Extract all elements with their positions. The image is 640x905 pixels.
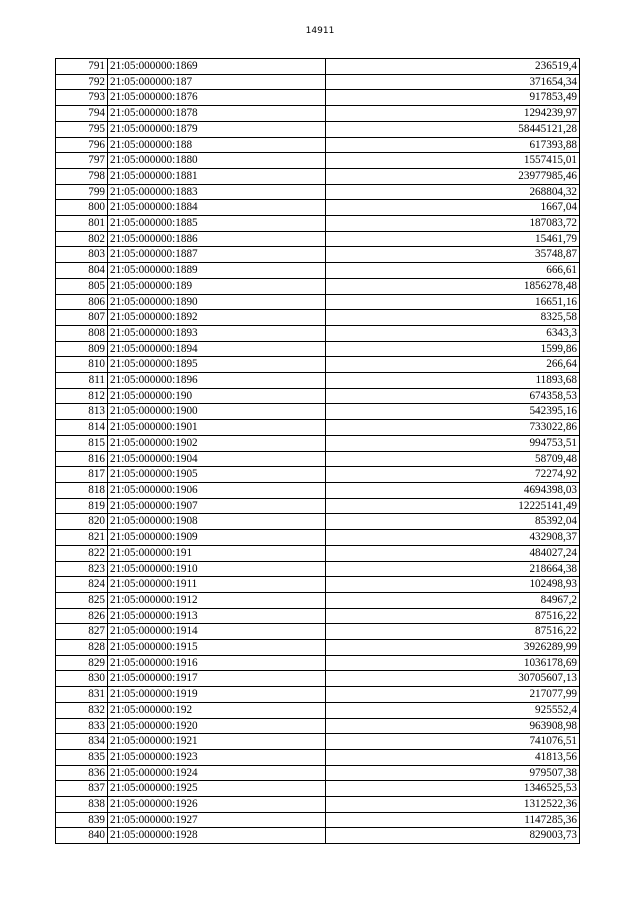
cadastral-value-cell: 674358,53 [326,388,580,404]
row-number-cell: 812 [56,388,108,404]
row-number-cell: 818 [56,482,108,498]
cadastral-number-cell: 21:05:000000:1919 [108,687,326,703]
table-row [56,812,580,828]
cadastral-number-cell: 21:05:000000:1912 [108,592,326,608]
cadastral-value-cell: 16651,16 [326,294,580,310]
table-row [56,671,580,687]
table-row [56,90,580,106]
cadastral-number-cell: 21:05:000000:1906 [108,482,326,498]
cadastral-number-cell: 21:05:000000:1884 [108,200,326,216]
cadastral-number-cell: 21:05:000000:1907 [108,498,326,514]
table-row [56,687,580,703]
cadastral-number-cell: 21:05:000000:1890 [108,294,326,310]
table-row [56,828,580,844]
row-number-cell: 797 [56,153,108,169]
cadastral-value-cell: 11893,68 [326,373,580,389]
cadastral-value-cell: 1036178,69 [326,655,580,671]
cadastral-value-cell: 432908,37 [326,530,580,546]
table-row [56,106,580,122]
table-row [56,121,580,137]
row-number-cell: 839 [56,812,108,828]
row-number-cell: 827 [56,624,108,640]
row-number-cell: 811 [56,373,108,389]
cadastral-value-cell: 1294239,97 [326,106,580,122]
row-number-cell: 803 [56,247,108,263]
row-number-cell: 836 [56,765,108,781]
row-number-cell: 806 [56,294,108,310]
row-number-cell: 799 [56,184,108,200]
table-row [56,310,580,326]
table-row [56,498,580,514]
table-row [56,247,580,263]
row-number-cell: 810 [56,357,108,373]
table-row [56,137,580,153]
cadastral-value-cell: 58445121,28 [326,121,580,137]
table-row [56,216,580,232]
cadastral-value-cell: 3926289,99 [326,640,580,656]
row-number-cell: 808 [56,325,108,341]
cadastral-value-cell: 102498,93 [326,577,580,593]
row-number-cell: 819 [56,498,108,514]
table-row [56,153,580,169]
row-number-cell: 796 [56,137,108,153]
page-number: 14911 [305,26,335,36]
table-row [56,467,580,483]
cadastral-number-cell: 21:05:000000:1887 [108,247,326,263]
cadastral-value-cell: 1312522,36 [326,797,580,813]
cadastral-value-cell: 617393,88 [326,137,580,153]
cadastral-value-cell: 217077,99 [326,687,580,703]
row-number-cell: 831 [56,687,108,703]
table-row [56,734,580,750]
table-body [56,59,580,844]
row-number-cell: 798 [56,168,108,184]
table-row [56,184,580,200]
row-number-cell: 822 [56,545,108,561]
cadastral-number-cell: 21:05:000000:1893 [108,325,326,341]
cadastral-number-cell: 21:05:000000:1914 [108,624,326,640]
cadastral-number-cell: 21:05:000000:1927 [108,812,326,828]
cadastral-value-cell: 12225141,49 [326,498,580,514]
table-row [56,592,580,608]
table-row [56,231,580,247]
cadastral-number-cell: 21:05:000000:1880 [108,153,326,169]
table-row [56,74,580,90]
table-row [56,373,580,389]
row-number-cell: 791 [56,59,108,75]
row-number-cell: 833 [56,718,108,734]
row-number-cell: 802 [56,231,108,247]
cadastral-number-cell: 21:05:000000:190 [108,388,326,404]
cadastral-number-cell: 21:05:000000:1905 [108,467,326,483]
row-number-cell: 826 [56,608,108,624]
cadastral-number-cell: 21:05:000000:191 [108,545,326,561]
cadastral-number-cell: 21:05:000000:1926 [108,797,326,813]
cadastral-value-cell: 925552,4 [326,702,580,718]
cadastral-value-cell: 917853,49 [326,90,580,106]
cadastral-value-cell: 371654,34 [326,74,580,90]
cadastral-value-cell: 87516,22 [326,608,580,624]
cadastral-value-cell: 733022,86 [326,420,580,436]
cadastral-number-cell: 21:05:000000:1920 [108,718,326,734]
cadastral-value-cell: 542395,16 [326,404,580,420]
cadastral-number-cell: 21:05:000000:1915 [108,640,326,656]
cadastral-number-cell: 21:05:000000:1895 [108,357,326,373]
table-row [56,765,580,781]
table-row [56,624,580,640]
cadastral-number-cell: 21:05:000000:1879 [108,121,326,137]
cadastral-number-cell: 21:05:000000:1928 [108,828,326,844]
cadastral-number-cell: 21:05:000000:1894 [108,341,326,357]
cadastral-value-cell: 85392,04 [326,514,580,530]
table-row [56,263,580,279]
cadastral-value-cell: 23977985,46 [326,168,580,184]
row-number-cell: 801 [56,216,108,232]
cadastral-value-table [55,58,580,844]
table-row [56,451,580,467]
cadastral-number-cell: 21:05:000000:1869 [108,59,326,75]
row-number-cell: 834 [56,734,108,750]
cadastral-number-cell: 21:05:000000:1889 [108,263,326,279]
cadastral-value-cell: 741076,51 [326,734,580,750]
cadastral-value-cell: 979507,38 [326,765,580,781]
row-number-cell: 825 [56,592,108,608]
cadastral-value-cell: 15461,79 [326,231,580,247]
table-row [56,404,580,420]
table-row [56,718,580,734]
cadastral-number-cell: 21:05:000000:1900 [108,404,326,420]
cadastral-number-cell: 21:05:000000:1911 [108,577,326,593]
cadastral-number-cell: 21:05:000000:1917 [108,671,326,687]
cadastral-number-cell: 21:05:000000:1881 [108,168,326,184]
cadastral-value-cell: 236519,4 [326,59,580,75]
cadastral-number-cell: 21:05:000000:1902 [108,435,326,451]
cadastral-value-cell: 963908,98 [326,718,580,734]
table-row [56,514,580,530]
table-row [56,655,580,671]
cadastral-value-cell: 84967,2 [326,592,580,608]
cadastral-number-cell: 21:05:000000:1886 [108,231,326,247]
row-number-cell: 794 [56,106,108,122]
row-number-cell: 838 [56,797,108,813]
cadastral-number-cell: 21:05:000000:1923 [108,749,326,765]
cadastral-value-cell: 666,61 [326,263,580,279]
cadastral-number-cell: 21:05:000000:1913 [108,608,326,624]
row-number-cell: 832 [56,702,108,718]
table-row [56,388,580,404]
table-row [56,278,580,294]
table-row [56,797,580,813]
row-number-cell: 821 [56,530,108,546]
cadastral-value-cell: 187083,72 [326,216,580,232]
row-number-cell: 835 [56,749,108,765]
cadastral-number-cell: 21:05:000000:1878 [108,106,326,122]
cadastral-number-cell: 21:05:000000:1885 [108,216,326,232]
row-number-cell: 840 [56,828,108,844]
cadastral-value-cell: 266,64 [326,357,580,373]
row-number-cell: 823 [56,561,108,577]
row-number-cell: 837 [56,781,108,797]
cadastral-number-cell: 21:05:000000:1921 [108,734,326,750]
cadastral-number-cell: 21:05:000000:1896 [108,373,326,389]
row-number-cell: 800 [56,200,108,216]
table-row [56,357,580,373]
table-row [56,781,580,797]
cadastral-value-cell: 1599,86 [326,341,580,357]
cadastral-value-cell: 1147285,36 [326,812,580,828]
cadastral-value-cell: 1856278,48 [326,278,580,294]
table-row [56,702,580,718]
table-row [56,577,580,593]
cadastral-value-cell: 1557415,01 [326,153,580,169]
cadastral-number-cell: 21:05:000000:188 [108,137,326,153]
cadastral-value-cell: 218664,38 [326,561,580,577]
cadastral-value-cell: 30705607,13 [326,671,580,687]
cadastral-number-cell: 21:05:000000:1925 [108,781,326,797]
cadastral-number-cell: 21:05:000000:1892 [108,310,326,326]
row-number-cell: 820 [56,514,108,530]
row-number-cell: 815 [56,435,108,451]
row-number-cell: 824 [56,577,108,593]
cadastral-value-cell: 268804,32 [326,184,580,200]
cadastral-value-cell: 58709,48 [326,451,580,467]
table-row [56,608,580,624]
row-number-cell: 828 [56,640,108,656]
table-row [56,294,580,310]
row-number-cell: 807 [56,310,108,326]
cadastral-value-cell: 994753,51 [326,435,580,451]
table-row [56,59,580,75]
cadastral-number-cell: 21:05:000000:187 [108,74,326,90]
cadastral-number-cell: 21:05:000000:189 [108,278,326,294]
table-row [56,545,580,561]
cadastral-value-cell: 829003,73 [326,828,580,844]
cadastral-value-cell: 8325,58 [326,310,580,326]
row-number-cell: 805 [56,278,108,294]
table-row [56,482,580,498]
cadastral-number-cell: 21:05:000000:1924 [108,765,326,781]
cadastral-number-cell: 21:05:000000:1901 [108,420,326,436]
cadastral-value-cell: 72274,92 [326,467,580,483]
row-number-cell: 793 [56,90,108,106]
row-number-cell: 795 [56,121,108,137]
row-number-cell: 830 [56,671,108,687]
row-number-cell: 792 [56,74,108,90]
cadastral-value-cell: 4694398,03 [326,482,580,498]
table-row [56,325,580,341]
row-number-cell: 829 [56,655,108,671]
cadastral-number-cell: 21:05:000000:1909 [108,530,326,546]
cadastral-value-cell: 1346525,53 [326,781,580,797]
table-row [56,341,580,357]
cadastral-value-cell: 87516,22 [326,624,580,640]
cadastral-number-cell: 21:05:000000:1876 [108,90,326,106]
cadastral-number-cell: 21:05:000000:1916 [108,655,326,671]
table-row [56,561,580,577]
table-row [56,530,580,546]
table-row [56,200,580,216]
cadastral-value-cell: 484027,24 [326,545,580,561]
cadastral-number-cell: 21:05:000000:1904 [108,451,326,467]
cadastral-number-cell: 21:05:000000:1883 [108,184,326,200]
table-row [56,168,580,184]
cadastral-value-cell: 6343,3 [326,325,580,341]
row-number-cell: 816 [56,451,108,467]
table-row [56,749,580,765]
cadastral-number-cell: 21:05:000000:1910 [108,561,326,577]
cadastral-value-cell: 35748,87 [326,247,580,263]
cadastral-number-cell: 21:05:000000:192 [108,702,326,718]
cadastral-value-cell: 1667,04 [326,200,580,216]
row-number-cell: 813 [56,404,108,420]
row-number-cell: 804 [56,263,108,279]
cadastral-number-cell: 21:05:000000:1908 [108,514,326,530]
row-number-cell: 814 [56,420,108,436]
table-row [56,640,580,656]
table-row [56,420,580,436]
cadastral-value-cell: 41813,56 [326,749,580,765]
table-row [56,435,580,451]
row-number-cell: 809 [56,341,108,357]
row-number-cell: 817 [56,467,108,483]
